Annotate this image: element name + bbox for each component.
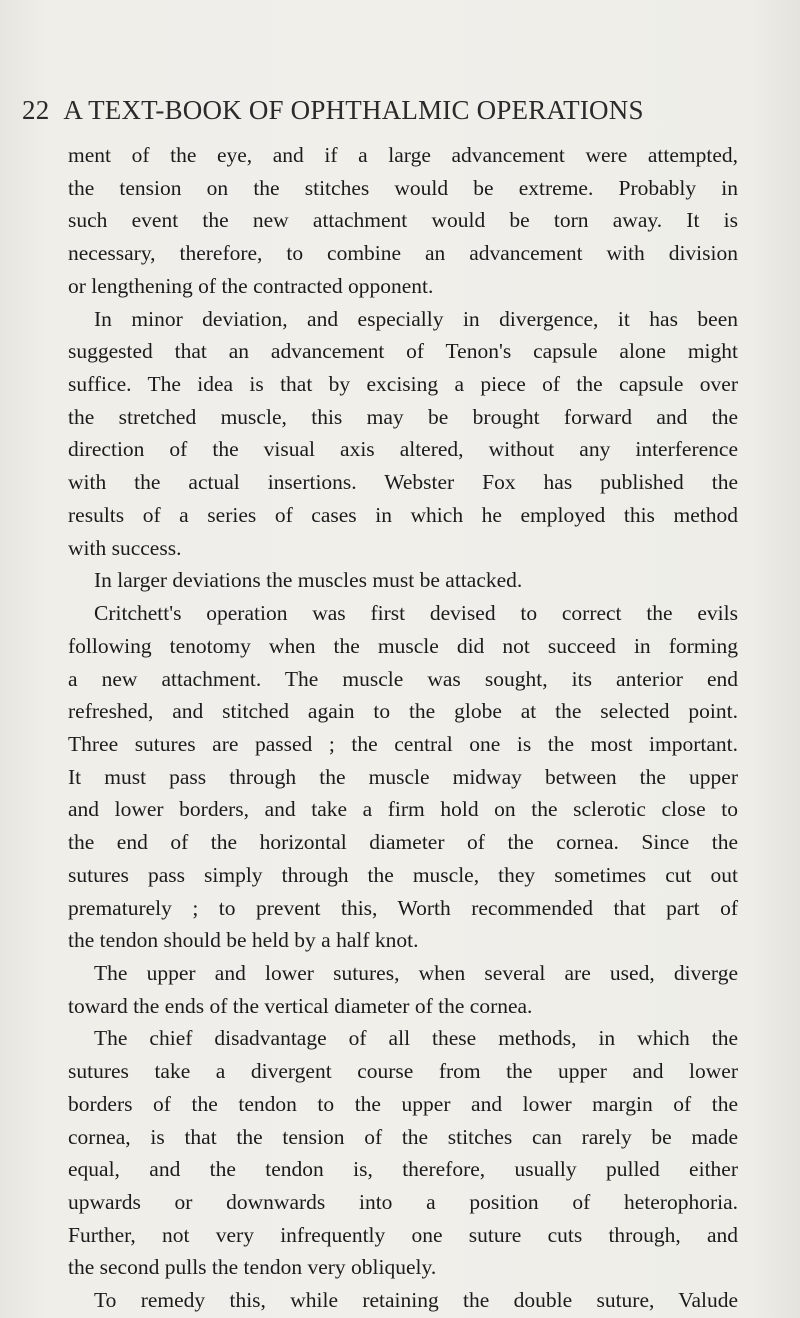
text-line: toward the ends of the vertical diameter of the cornea. [68,993,533,1018]
text-line: sutures take a divergent course from the upper and lower [68,1059,738,1084]
text-line: To remedy this, while retaining the double suture, Valude [94,1288,738,1313]
text-line: Three sutures are passed ; the central one is the most important. [68,731,738,756]
page-number: 22 [22,95,50,125]
text-line: Critchett's operation was first devised to correct the evils [94,601,738,626]
text-line: the stretched muscle, this may be brought forward and the [68,404,738,429]
text-line: the tendon should be held by a half knot. [68,928,419,953]
text-line: the end of the horizontal diameter of the cornea. Since the [68,830,738,855]
text-line: the tension on the stitches would be extreme. Probably in [68,175,738,200]
text-line: The chief disadvantage of all these methods, in which the [94,1026,738,1051]
text-line: the second pulls the tendon very obliquely. [68,1255,437,1280]
text-line: suggested that an advancement of Tenon's capsule alone might [68,339,738,364]
body-text [68,139,738,1317]
text-line: equal, and the tendon is, therefore, usually pulled either [68,1157,738,1182]
text-line: and lower borders, and take a firm hold on the sclerotic close to [68,797,738,822]
text-line: In minor deviation, and especially in divergence, it has been [94,306,738,331]
text-line: results of a series of cases in which he employed this method [68,502,738,527]
text-line: cornea, is that the tension of the stitches can rarely be made [68,1124,738,1149]
text-line: or lengthening of the contracted opponent. [68,273,434,298]
text-line: borders of the tendon to the upper and lower margin of the [68,1091,738,1116]
text-line: a new attachment. The muscle was sought, its anterior end [68,666,738,691]
text-line: necessary, therefore, to combine an advancement with division [68,241,738,266]
text-line: sutures pass simply through the muscle, they sometimes cut out [68,862,738,887]
text-line: upwards or downwards into a position of heterophoria. [68,1190,738,1214]
running-head [22,93,762,127]
text-line: direction of the visual axis altered, without any interference [68,437,738,462]
text-line: such event the new attachment would be torn away. It is [68,208,738,233]
book-title: A TEXT-BOOK OF OPHTHALMIC OPERATIONS [63,95,644,125]
text-line: suffice. The idea is that by excising a piece of the capsule over [68,372,738,397]
text-line: It must pass through the muscle midway between the upper [68,764,738,789]
text-line: Further, not very infrequently one suture cuts through, and [68,1222,738,1247]
text-line: In larger deviations the muscles must be attacked. [94,568,523,593]
text-line: following tenotomy when the muscle did not succeed in forming [68,633,738,658]
text-line: refreshed, and stitched again to the globe at the selected point. [68,699,738,724]
text-line: prematurely ; to prevent this, Worth recommended that part of [68,895,738,920]
text-line: with success. [68,535,182,560]
text-line: The upper and lower sutures, when several are used, diverge [94,960,738,985]
text-line: ment of the eye, and if a large advancement were attempted, [68,143,738,167]
text-line: with the actual insertions. Webster Fox has published the [68,470,738,495]
